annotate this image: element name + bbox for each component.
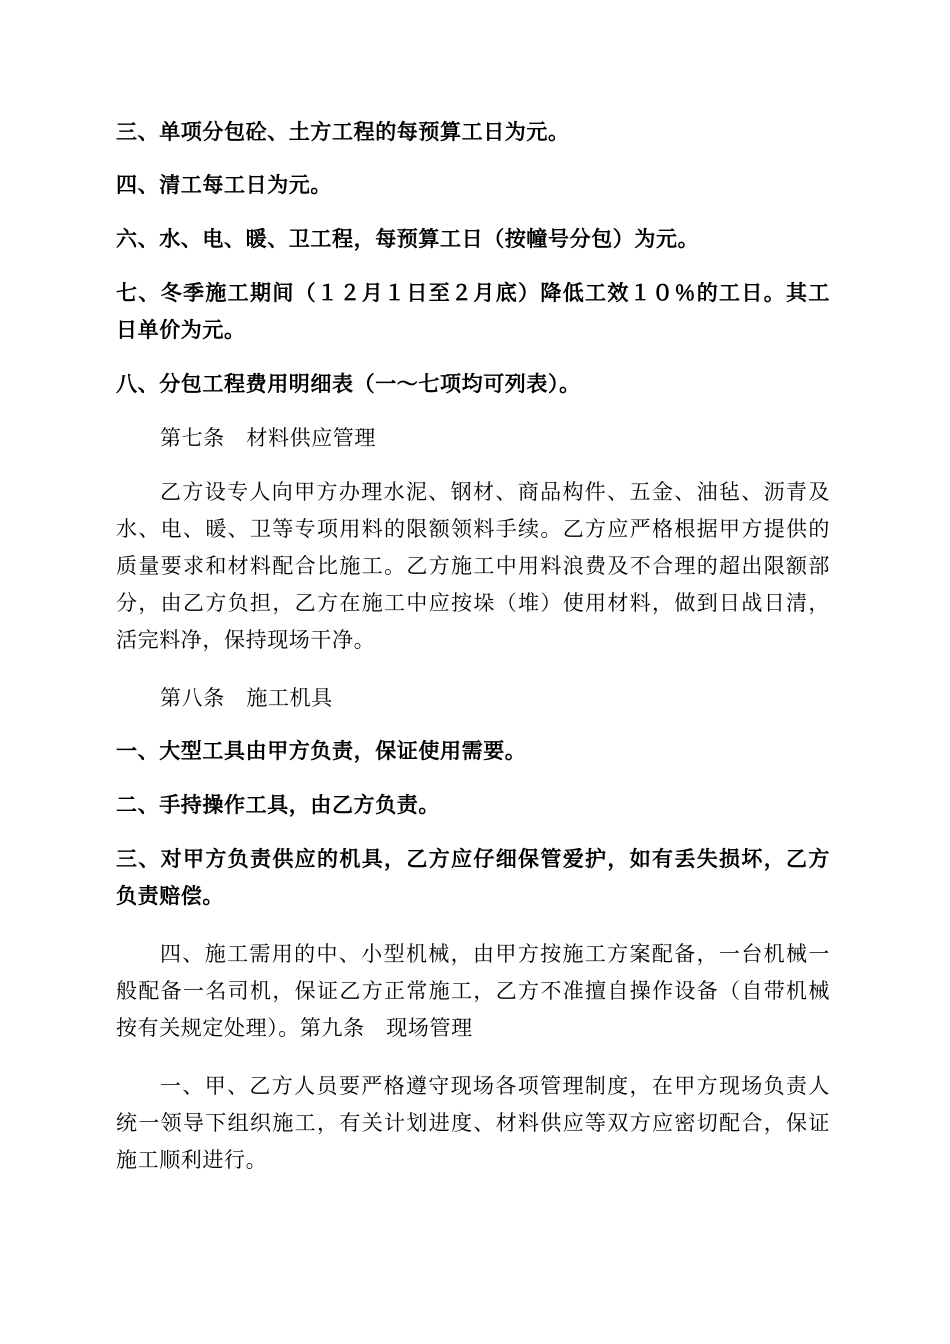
article-7-paragraph-line3: 质量要求和材料配合比施工。乙方施工中用料浪费及不合理的超出限额部 (116, 554, 830, 578)
clause-8-cost-schedule: 八、分包工程费用明细表（一～七项均可列表）。 (116, 372, 581, 396)
tools-item-4-line2: 般配备一名司机，保证乙方正常施工，乙方不准擅自操作设备（自带机械 (116, 979, 830, 1003)
clause-7-winter-construction-line2: 日单价为元。 (116, 318, 246, 342)
article-7-paragraph-line4: 分，由乙方负担，乙方在施工中应按垛（堆）使用材料，做到日战日清， (116, 591, 830, 615)
article-8-heading: 第八条 施工机具 (160, 686, 333, 710)
tools-item-4-line1: 四、施工需用的中、小型机械，由甲方按施工方案配备，一台机械一 (160, 942, 830, 966)
clause-6-plumbing-electric-price: 六、水、电、暖、卫工程，每预算工日（按幢号分包）为元。 (116, 227, 700, 251)
article-7-paragraph-line5: 活完料净，保持现场干净。 (116, 628, 376, 652)
tools-item-3-line2: 负责赔偿。 (116, 884, 224, 908)
article-9-paragraph-line3: 施工顺利进行。 (116, 1148, 268, 1172)
tools-item-4-line3-article-9-heading: 按有关规定处理）。第九条 现场管理 (116, 1016, 473, 1040)
clause-7-winter-construction-line1: 七、冬季施工期间（１２月１日至２月底）降低工效１０％的工日。其工 (116, 281, 830, 305)
article-7-heading: 第七条 材料供应管理 (160, 426, 376, 450)
tools-item-1: 一、大型工具由甲方负责，保证使用需要。 (116, 739, 527, 763)
clause-4-cleaning-price: 四、清工每工日为元。 (116, 173, 332, 197)
tools-item-3-line1: 三、对甲方负责供应的机具，乙方应仔细保管爱护，如有丢失损坏，乙方 (116, 847, 830, 871)
clause-3-unit-price: 三、单项分包砼、土方工程的每预算工日为元。 (116, 120, 570, 144)
article-7-paragraph-line1: 乙方设专人向甲方办理水泥、钢材、商品构件、五金、油毡、沥青及 (160, 480, 830, 504)
article-9-paragraph-line1: 一、甲、乙方人员要严格遵守现场各项管理制度，在甲方现场负责人 (160, 1074, 830, 1098)
article-9-paragraph-line2: 统一领导下组织施工，有关计划进度、材料供应等双方应密切配合，保证 (116, 1111, 830, 1135)
tools-item-2: 二、手持操作工具，由乙方负责。 (116, 793, 440, 817)
article-7-paragraph-line2: 水、电、暖、卫等专项用料的限额领料手续。乙方应严格根据甲方提供的 (116, 517, 830, 541)
